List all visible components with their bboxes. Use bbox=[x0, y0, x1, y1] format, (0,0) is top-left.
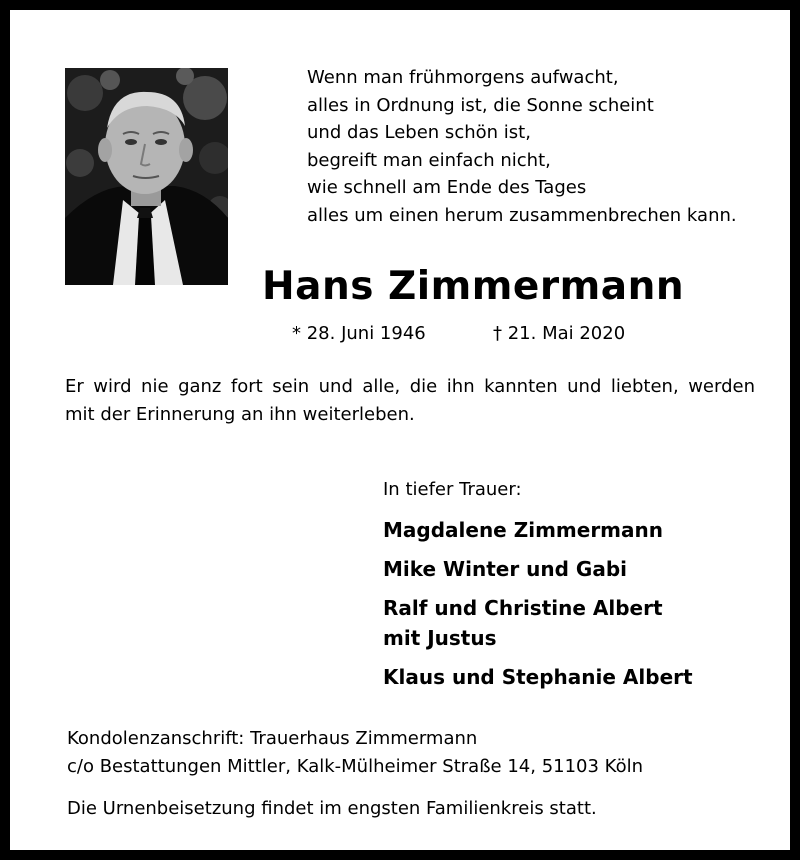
poem-line: alles in Ordnung ist, die Sonne scheint bbox=[307, 94, 654, 116]
mourner-group bbox=[383, 593, 693, 653]
mourner-list bbox=[383, 515, 693, 701]
tribute-line: Er wird nie ganz fort sein und alle, die ihn kannten und liebten, werden bbox=[65, 376, 755, 397]
poem-line: wie schnell am Ende des Tages bbox=[307, 177, 587, 198]
poem-line: alles um einen herum zusammenbrechen kann. bbox=[307, 204, 737, 226]
poem bbox=[307, 64, 737, 229]
portrait-image bbox=[65, 68, 228, 285]
poem-line: Wenn man frühmorgens aufwacht, bbox=[307, 67, 619, 88]
mourner-name: Klaus und Stephanie Albert bbox=[383, 665, 693, 689]
tribute-line: mit der Erinnerung an ihn weiterleben. bbox=[65, 404, 415, 425]
burial-note: Die Urnenbeisetzung findet im engsten Familienkreis statt. bbox=[67, 798, 597, 819]
deceased-name: Hans Zimmermann bbox=[262, 264, 685, 309]
birth-date: * 28. Juni 1946 bbox=[292, 323, 426, 344]
portrait-photo bbox=[65, 68, 228, 285]
address-line: c/o Bestattungen Mittler, Kalk-Mülheimer Straße 14, 51103 Köln bbox=[67, 756, 644, 777]
mourner-name: Ralf und Christine Albert bbox=[383, 596, 663, 620]
mourner-name: mit Justus bbox=[383, 626, 497, 650]
mourning-label: In tiefer Trauer: bbox=[383, 479, 522, 500]
tribute-text bbox=[65, 373, 755, 429]
condolence-address bbox=[67, 725, 643, 781]
mourner-name: Mike Winter und Gabi bbox=[383, 557, 627, 581]
mourner-name: Magdalene Zimmermann bbox=[383, 518, 663, 542]
poem-line: und das Leben schön ist, bbox=[307, 122, 531, 143]
poem-line: begreift man einfach nicht, bbox=[307, 149, 551, 171]
death-date: † 21. Mai 2020 bbox=[493, 323, 626, 344]
address-line: Kondolenzanschrift: Trauerhaus Zimmermann bbox=[67, 728, 478, 749]
